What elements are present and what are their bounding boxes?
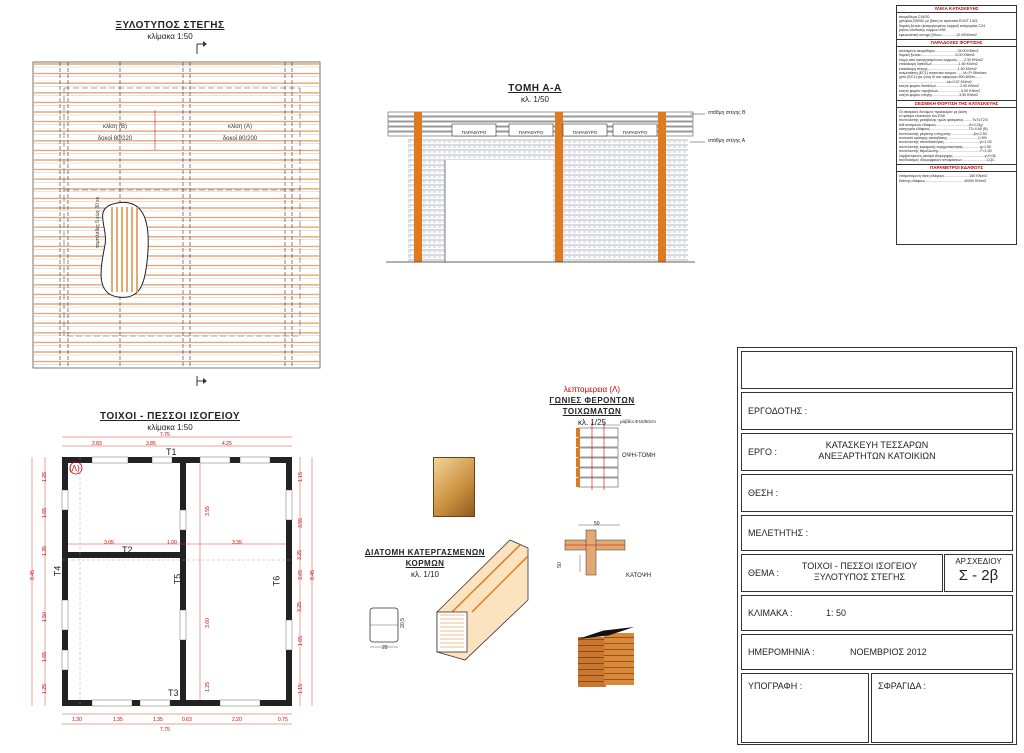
spec-seismic-heading: ΣΕΙΣΜΙΚΗ ΦΟΡΤΙΣΗ ΤΗΣ ΚΑΤΑΣΚΕΥΗΣ [897,100,1016,108]
spec-soil [897,172,1016,185]
detail-plan-label: ΚΑΤΟΨΗ [626,573,652,579]
window-label-4: ΠΑΡΑΘΥΡΟ [622,130,648,135]
cross-section-title: ΔΙΑΤΟΜΗ ΚΑΤΕΡΓΑΣΜΕΝΩΝ ΚΟΡΜΩΝ [364,548,486,568]
dim-mid-3: 3.35 [232,540,242,546]
detail-plan-log-v [586,530,596,575]
scale-value: 1: 50 [826,608,847,618]
spec-seismic-row: λαμβανόμενες μετάρα ιδιομορφής................................γ=0.08 [899,153,996,158]
dim-inner-5: 1.25 [204,682,211,692]
wall-t5: T5 [172,573,183,585]
section-roof-layer [388,112,693,116]
subject-line-1: ΤΟΙΧΟΙ - ΠΕΣΣΟΙ ΙΣΟΓΕΙΟΥ [801,561,918,571]
dim-top-1: 2.83 [92,441,102,447]
spec-loads-row: ................................................sk=0.57 KN/m2 [899,79,972,84]
log-3d-end [437,612,467,652]
section-scale: κλ. 1/50 [520,95,549,104]
dim-bottom-2: 1.35 [113,717,123,723]
title-block-header [741,351,1013,389]
section-arrow-bottom [197,376,207,386]
detail-log [578,428,618,437]
subject-line-2: ΞΥΛΟΤΥΠΟΣ ΣΤΕΓΗΣ [813,572,906,582]
wall-opening [200,457,230,463]
dim-inner-3: 3.25 [296,550,303,560]
roof-left-sub: δοκοί 80/220 [97,136,133,142]
spec-seismic-row: συντελεστής σπουδαιότητας....................................γI=1.00 [899,140,992,145]
section-roof-layer [388,117,693,121]
section-arrow-top [197,41,207,54]
dim-left-5: 1.65 [41,652,48,662]
section-post [414,112,418,262]
dim-left-4: 1.50 [41,612,48,622]
spec-loads-row: δομική ξυλεία...................................5.00 KN/m3 [899,53,975,58]
level-b-label: στάθμη στέγης Β [708,110,746,116]
detail-log [578,478,618,487]
dim-bottom-5: 2.20 [232,717,242,723]
detail-dim-b: 50 [556,562,563,568]
section-post [662,112,666,262]
spec-seismic-row: συντελεστής κεραμικής ευρηματικότητας.................q=1.50 [899,144,992,149]
detail-note: ράβδοι Φ16/50cm [620,419,656,424]
dim-height-right: 8.45 [309,570,316,580]
wall-t6: T6 [271,575,282,587]
subject-value [787,561,932,583]
dim-right-5: 1.15 [297,684,304,694]
detail-title: ΓΩΝΙΕΣ ΦΕΡΟΝΤΩΝ ΤΟΙΧΩΜΑΤΩΝ [549,396,635,416]
roof-left-labels [85,124,145,142]
sheet-number: Σ - 2β [958,567,999,584]
window-label-2: ΠΑΡΑΘΥΡΟ [518,130,544,135]
spec-loads-row: κινητό φορτίο στέγης...........................3.50 KN/m2 [899,93,979,98]
detail-scale: κλ. 1/25 [577,418,606,427]
subject-row [741,554,943,592]
floor-plan-scale: κλίμακα 1:50 [147,423,193,432]
detail-dim-a: 50 [594,521,600,527]
wall-opening [62,650,68,670]
stamp-box [871,673,1013,743]
dim-total-top: 7.75 [160,432,170,438]
date-value: ΝΟΕΜΒΡΙΟΣ 2012 [850,647,927,657]
roof-outline [33,62,320,368]
section-post [658,112,662,262]
detail-log-end [576,438,580,447]
spec-loads-heading: ΠΑΡΑΔΟΧΕΣ ΦΟΡΤΙΣΗΣ [897,39,1016,47]
dim-right-2: 3.55 [297,518,304,528]
project-line-2: ΑΝΕΞΑΡΤΗΤΩΝ ΚΑΤΟΙΚΙΩΝ [818,451,936,461]
subject-label: ΘΕΜΑ : [748,568,780,578]
wall-t2: T2 [122,545,133,555]
title-block [737,347,1017,745]
spec-seismic-row: συνδυασμός ιδιομορφικών αποκρίσεων.........................CQC [899,157,995,162]
section-title-block [495,83,575,105]
corner-render [574,627,636,689]
dim-mid-2: 1.00 [167,540,177,546]
detail-log-end [576,468,580,477]
spec-loads-row: κινητό φορτίο προβόλων.......................5.00 KN/m2 [899,88,981,93]
detail-kicker: λεπτομερεια (Λ) [563,385,621,394]
dim-bottom-4: 0.63 [182,717,192,723]
roof-detail-label: ταμπλάδες 5 εώς 30 εκ. [95,195,101,248]
dim-left-3: 1.35 [41,546,48,556]
spec-materials-heading: ΥΛΙΚΑ ΚΑΤΑΣΚΕΥΗΣ [897,6,1016,13]
dim-inner-4: 3.25 [296,602,303,612]
wall-opening [140,700,170,706]
floor-plan-title: ΤΟΙΧΟΙ - ΠΕΣΣΟΙ ΙΣΟΓΕΙΟΥ [100,411,241,422]
employer-label: ΕΡΓΟΔΟΤΗΣ : [748,406,808,416]
spec-loads-row: επικάλυψη δαπέδων...........................1.60 KN/m2 [899,62,978,67]
spec-materials [897,13,1016,39]
dim-bottom-6: 0.75 [278,717,288,723]
project-line-1: ΚΑΤΑΣΚΕΥΗ ΤΕΣΣΑΡΩΝ [825,440,929,450]
spec-loads-row: επικάλυψη στέγης..............................1.50 KN/m2 [899,66,977,71]
window-label-1: ΠΑΡΑΘΥΡΟ [461,130,487,135]
sheet-row [944,554,1013,592]
log-photo [433,457,475,517]
roof-detail-cloud [101,202,148,297]
section-door-opening [445,160,553,262]
cross-section-title-block [345,547,505,580]
section-post [418,112,422,262]
dim-mid-1: 3.05 [104,540,114,546]
level-a-label: στάθμη στέγης Α [708,138,746,144]
employer-row [741,392,1013,430]
section-post [555,112,559,262]
spec-seismic-row: το φάσμα ελαστικού του ΕΑΚ [899,113,946,118]
scale-label: ΚΛΙΜΑΚΑ : [748,608,793,618]
spec-materials-row: εφελκυστική αντοχή ξύλων...............12.00Ν/mm2 [899,32,977,37]
detail-log [578,458,618,467]
spec-seismic-row: συντελεστής μεταβολής τιμών φάσματος.........T≤T≤T2/3 [899,118,988,123]
designer-row [741,515,1013,551]
dim-bottom-3: 1.35 [153,717,163,723]
project-label: ΕΡΓΟ : [748,447,777,457]
spec-materials-row: δομική ξυλεία (κατεργασμένοι κορμοί) κατηγορίας C24 [899,23,986,28]
spec-soil-heading: ΠΑΡΑΜΕΤΡΟΙ ΕΔΑΦΟΥΣ [897,164,1016,172]
dim-top-3: 4.25 [222,441,232,447]
detail-log-end [576,478,580,487]
dim-height-left: 8.45 [29,570,36,580]
spec-loads-row: κινητό φορτίο δαπέδων........................2.00 KN/m2 [899,84,980,89]
stamp-label: ΣΦΡΑΓΙΔΑ : [878,681,927,691]
spec-seismic-row: ποσοστό κρίσιμης απόσβεσης...............................ζ=5% [899,135,987,140]
detail-log [578,468,618,477]
spec-table [896,5,1017,245]
detail-view-label: ΟΨΗ-ΤΟΜΗ [622,453,656,459]
dim-total-bottom: 7.75 [160,727,170,733]
detail-marker: (Λ) [69,464,80,473]
detail-log [578,448,618,457]
wall-t3: T3 [168,688,179,698]
spec-seismic [897,108,1016,165]
scale-row [741,595,1013,631]
signature-box [741,673,869,743]
sheet-label: ΑΡ.ΣΧΕΔΙΟΥ [955,557,1002,566]
spec-loads-row: ανεμοπίεση (EC1) τεκτονικά ανέμου.......Vr=F+36m/sec [899,71,987,76]
spec-seismic-row: Οι σεισμικές δυνάμεις προέκυψαν με βάση [899,109,967,114]
wall-opening [180,510,186,530]
detail-log [578,438,618,447]
roof-plan [33,62,320,368]
project-value [802,440,952,462]
date-label: ΗΜΕΡΟΜΗΝΙΑ : [748,647,815,657]
spec-soil-row: επιτρεπόμενη τάση εδάφους.........................150 KN/m2 [899,174,988,179]
roof-right-label: κλίση (Α) [227,124,253,130]
section-title: ΤΟΜΗ Α-Α [508,83,562,94]
section-post [559,112,563,262]
wall-opening [286,490,292,520]
spec-seismic-row: κατηγορία εδάφους.......................................T2=0.60 (B) [899,127,988,132]
detail-log-end [576,458,580,467]
roof-plan-title: ΞΥΛΟΤΥΠΟΣ ΣΤΕΓΗΣ [115,20,225,31]
spec-seismic-row: πιθ.σεισμικών εδάφους.................................A=0.24g [899,122,983,127]
detail-log-end [576,448,580,457]
dim-left-6: 1.25 [41,684,48,694]
window-label-3: ΠΑΡΑΘΥΡΟ [572,130,598,135]
wall-opening [62,600,68,630]
cross-section-dim-h: 20,5 [399,618,406,628]
spec-loads-row: τοίχοι από κατεργασμένους κορμούς.......2.30 KN/m2 [899,57,983,62]
dim-inner-2: 3.60 [204,618,211,628]
roof-plan-scale: κλίμακα 1:50 [147,32,193,41]
spec-seismic-row: συντελεστής μέγιστης ενίσχυσης.......................βo=2.50 [899,131,987,136]
roof-right-sub: δοκοί 80/200 [222,136,258,142]
dim-left-1: 1.25 [41,472,48,482]
dim-right-4: 1.65 [297,636,304,646]
cross-section-scale: κλ. 1/10 [410,570,439,579]
dim-inner-1: 3.55 [204,506,211,516]
designer-label: ΜΕΛΕΤΗΤΗΣ : [748,528,809,538]
wall-t1: T1 [166,447,177,457]
wall-t4: T4 [52,565,63,577]
wall-opening [286,620,292,650]
spec-materials-row: χάλυβας B500C με βάση το πρότυπο ΕΛΟΤ 1421 [899,19,978,24]
spec-soil-row: δείκτης εδάφους.......................................40000 KN/m3 [899,178,986,183]
detail-log-end [576,428,580,437]
wall-opening [62,490,68,510]
spec-materials-row: σκυρόδεμα C16/20 [899,15,930,19]
wall-opening [180,610,186,640]
wall-opening [152,457,172,463]
corner-detail [565,422,625,575]
floor-plan-title-block [100,411,240,433]
location-label: ΘΕΣΗ : [748,488,779,498]
spec-loads-row: χιόνι (EC1) για ζώνη III και υψόμετρο 500-600m....... [899,75,982,80]
signature-label: ΥΠΟΓΡΑΦΗ : [748,681,803,691]
dim-right-1: 1.15 [297,472,304,482]
spec-materials-row: μήκος σύνδεσης κορμών #36 [899,28,946,33]
roof-right-labels [210,124,270,142]
spec-loads [897,47,1016,99]
wall-opening [92,457,128,463]
cross-section-dim-w: 20 [382,645,388,651]
wall-opening [92,700,132,706]
location-row [741,474,1013,512]
project-row [741,433,1013,471]
spec-seismic-row: συντελεστής θεμελίωσης..........................................F=1.00 [899,149,992,154]
date-row [741,634,1013,670]
dim-bottom-1: 1.30 [72,717,82,723]
dim-right-3: 3.65 [297,570,304,580]
dim-left-2: 1.65 [41,508,48,518]
wall-opening [220,700,260,706]
dim-top-2: 3.85 [146,441,156,447]
wall-opening [240,457,270,463]
roof-left-label: κλίση (Β) [102,124,128,130]
spec-loads-row: οπλισμένο σκυρόδεμα.......................25.00 KN/m3 [899,49,979,54]
